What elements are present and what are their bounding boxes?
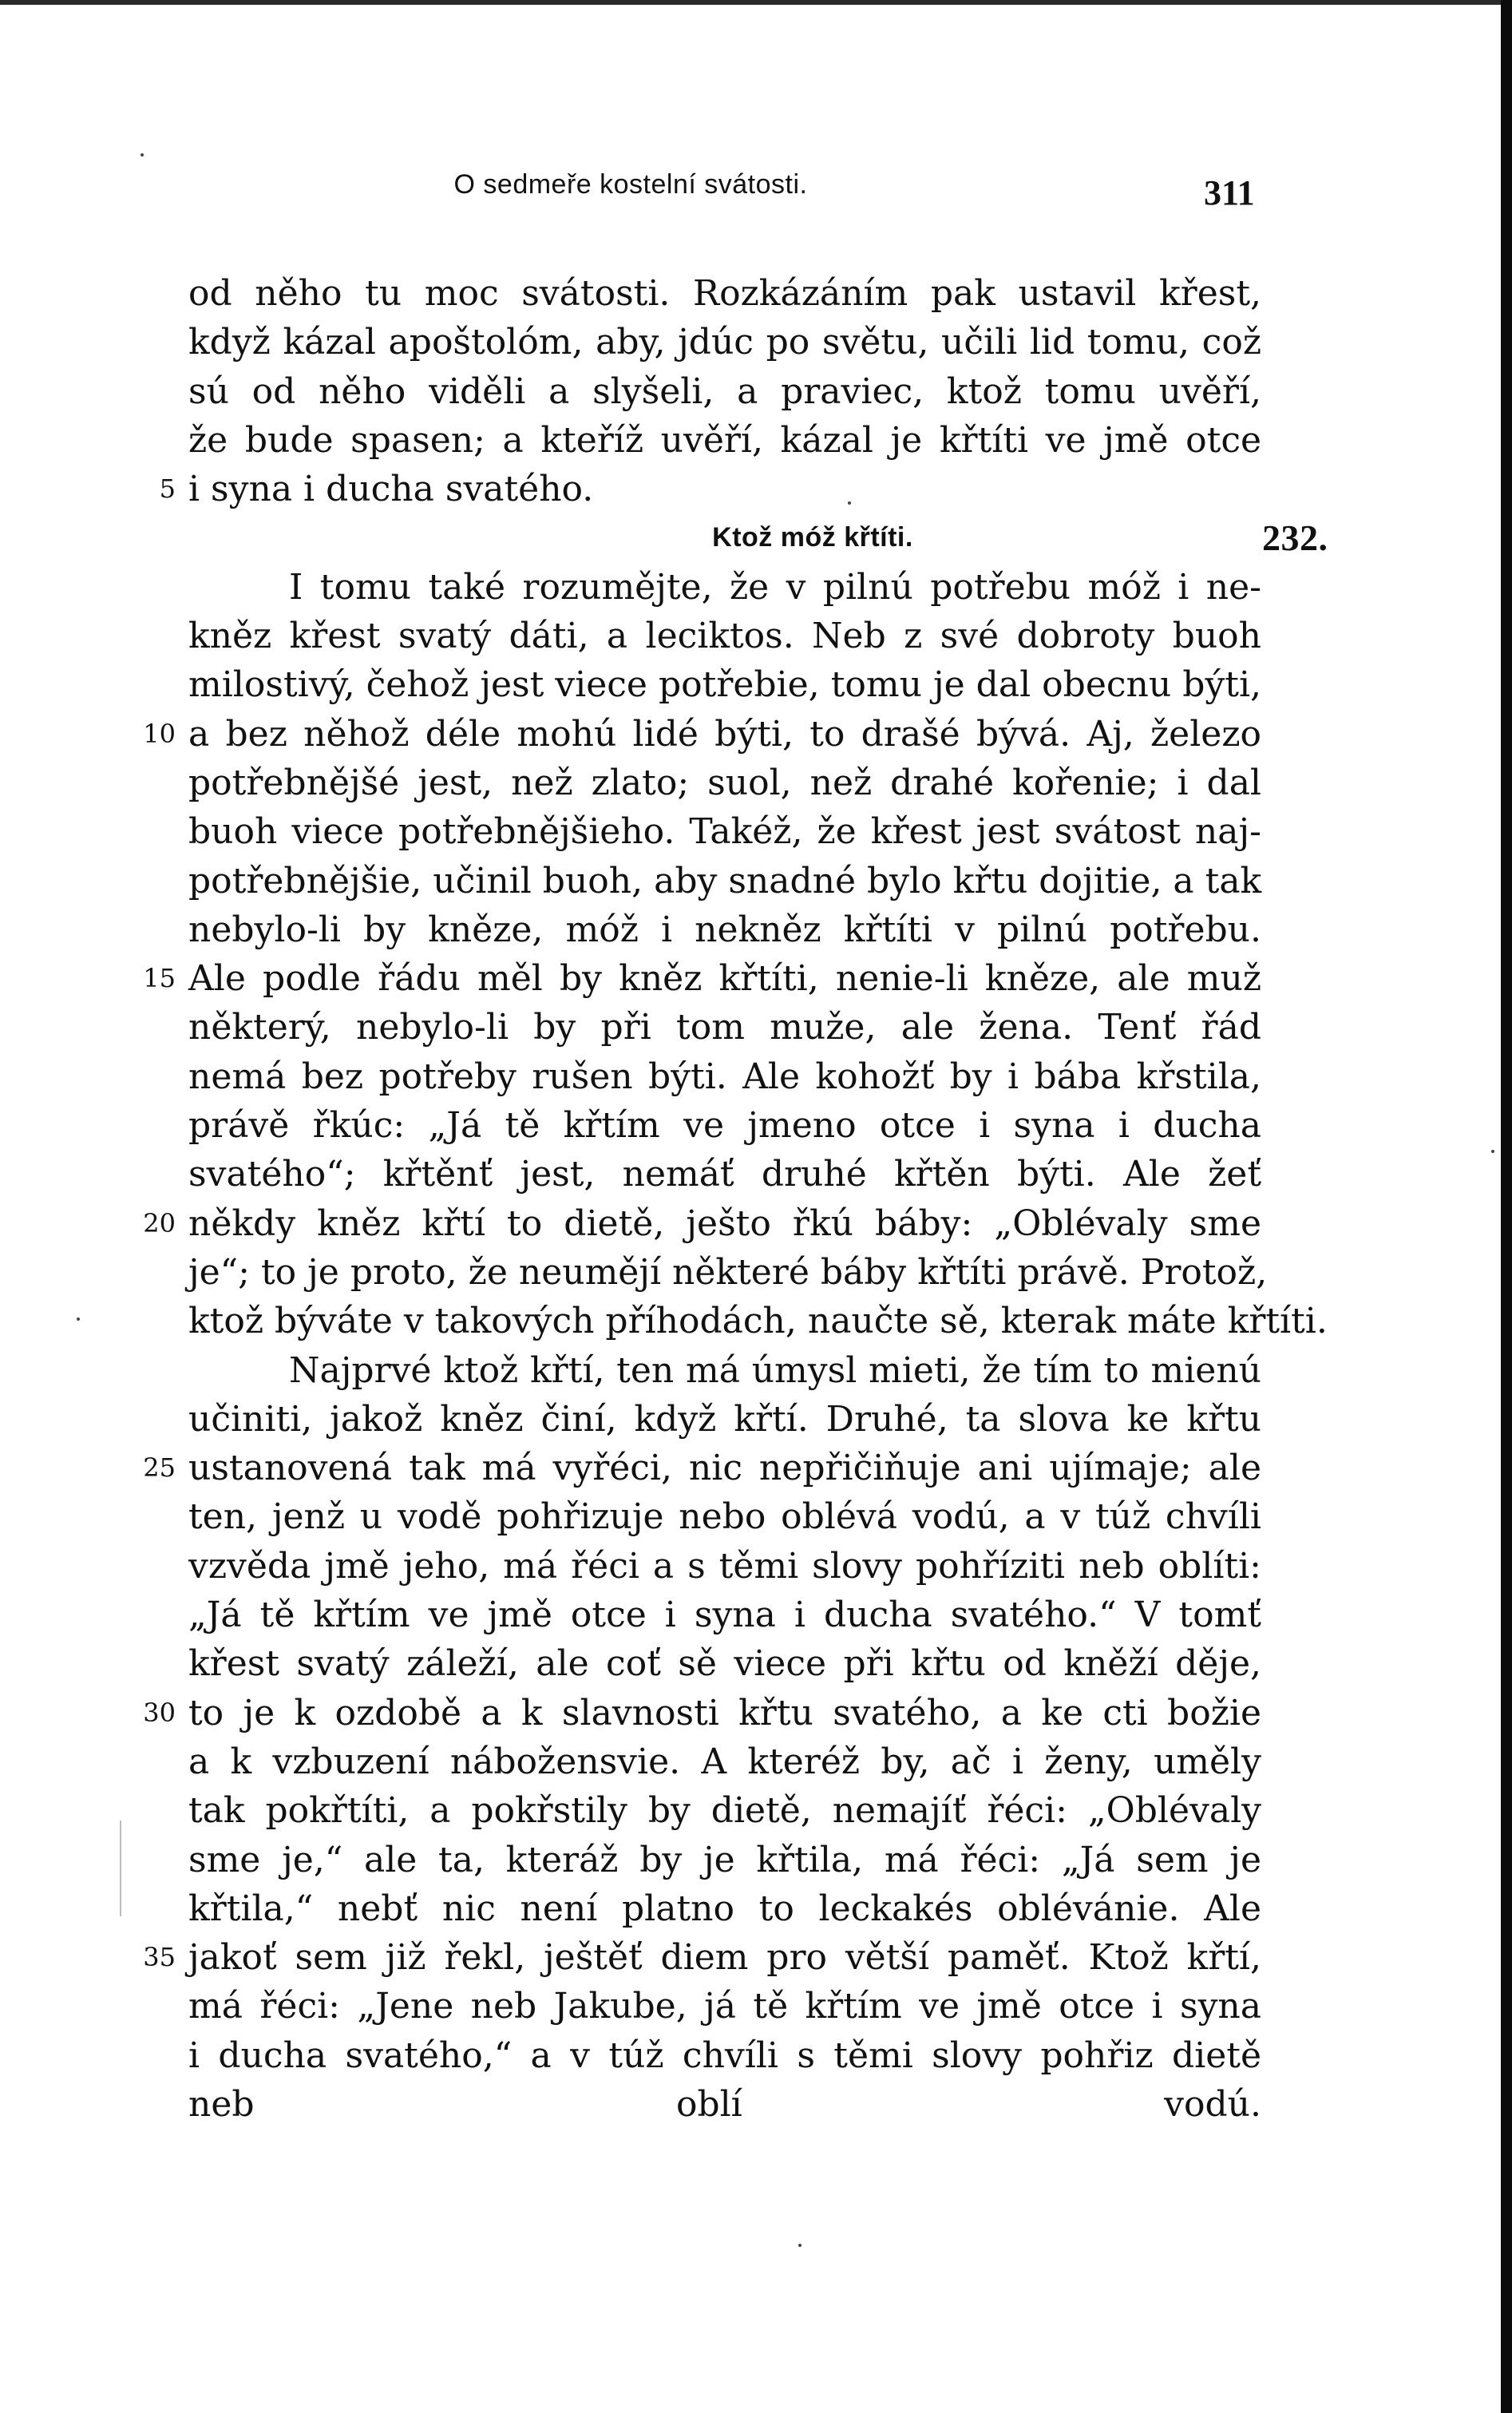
- line-text: Najprvé ktož křtí, ten má úmysl mieti, že tím to mienú: [289, 1349, 1261, 1391]
- line-text: křest svatý záleží, ale coť sě viece při křtu od kněží děje,: [188, 1643, 1261, 1685]
- line-text: buoh viece potřebnějšieho. Takéž, že křest jest svátost naj-: [188, 811, 1261, 853]
- line-text: svatého“; křtěnť jest, nemáť druhé křtěn býti. Ale žeť: [188, 1154, 1261, 1195]
- text-line: [188, 367, 1261, 416]
- line-text: vzvěda jmě jeho, má řéci a s těmi slovy pohříziti neb oblíti:: [188, 1545, 1261, 1587]
- text-line: [188, 1542, 1261, 1591]
- line-text: křtila,“ nebť nic není platno to leckakés oblévánie. Ale: [188, 1888, 1261, 1929]
- line-text: nemá bez potřeby rušen býti. Ale kohožť by i bába křstila,: [188, 1056, 1261, 1097]
- text-line: [188, 1982, 1261, 2031]
- text-line: [188, 2031, 1261, 2080]
- line-text: právě řkúc: „Já tě křtím ve jmeno otce i syna i ducha: [188, 1105, 1261, 1147]
- text-line: [188, 416, 1261, 465]
- text-line: [188, 1836, 1261, 1884]
- text-line: [143, 954, 1261, 1003]
- line-text: kněz křest svatý dáti, a leciktos. Neb z své dobroty buoh: [188, 616, 1261, 657]
- line-text: neb oblí vodú.: [188, 2083, 1261, 2125]
- line-text: má řéci: „Jene neb Jakube, já tě křtím ve jmě otce i syna: [188, 1986, 1261, 2027]
- line-text: že bude spasen; a kteříž uvěří, kázal je křtíti ve jmě otce: [188, 419, 1261, 461]
- scan-speck: [141, 153, 144, 157]
- section-number: 232.: [1262, 517, 1328, 559]
- line-text: tak pokřtíti, a pokřstily by dietě, nemajíť řéci: „Oblévaly: [188, 1790, 1261, 1832]
- text-line: [188, 1884, 1261, 1933]
- text-line: [188, 2080, 1261, 2129]
- text-line: [143, 1689, 1261, 1737]
- scan-speck: [77, 1317, 80, 1321]
- text-line: [188, 269, 1261, 318]
- text-line: [188, 1150, 1261, 1199]
- text-line: [188, 807, 1261, 856]
- text-line: [188, 1052, 1261, 1101]
- text-line: [188, 1786, 1261, 1835]
- text-line: [188, 857, 1261, 905]
- scan-speck: [848, 501, 851, 505]
- line-text: „Já tě křtím ve jmě otce i syna i ducha svatého.“ V tomť: [188, 1595, 1261, 1636]
- line-text: sú od něho viděli a slyšeli, a praviec, ktož tomu uvěří,: [188, 370, 1261, 412]
- text-line: [143, 1199, 1261, 1248]
- line-text: potřebnějšie, učinil buoh, aby snadné bylo křtu dojitie, a tak: [188, 860, 1262, 901]
- line-text: i syna i ducha svatého.: [188, 469, 594, 510]
- line-text: I tomu také rozumějte, že v pilnú potřebu móž i ne-: [289, 566, 1261, 608]
- line-text: a bez něhož déle mohú lidé býti, to drašé bývá. Aj, železo: [188, 713, 1261, 755]
- text-line: [188, 1492, 1261, 1541]
- line-text: učiniti, jakož kněz činí, když křtí. Druhé, ta slova ke křtu: [188, 1398, 1261, 1440]
- line-number: 35: [143, 1942, 176, 1973]
- text-line: [188, 563, 1261, 612]
- section-heading-text: Ktož móž křtíti.: [712, 522, 913, 553]
- text-line: [188, 1591, 1261, 1639]
- line-text: a k vzbuzení nábožensvie. A kteréž by, ač i ženy, uměly: [188, 1741, 1261, 1782]
- body-text: [143, 269, 1328, 2178]
- text-line: [188, 612, 1261, 660]
- line-number: 30: [143, 1697, 176, 1728]
- scan-speck: [798, 2244, 802, 2247]
- line-text: potřebnějšé jest, než zlato; suol, než drahé kořenie; i dal: [188, 762, 1261, 803]
- text-line: [188, 1346, 1261, 1395]
- line-text: ten, jenž u vodě pohřizuje nebo oblévá vodú, a v túž chvíli: [188, 1496, 1261, 1538]
- text-line: [143, 1444, 1261, 1492]
- scan-speck: [1491, 1150, 1494, 1153]
- line-text: to je k ozdobě a k slavnosti křtu svatého, a ke cti božie: [188, 1692, 1261, 1733]
- text-line: [188, 318, 1261, 367]
- text-line: [159, 465, 1261, 513]
- text-line: [188, 1297, 1328, 1345]
- line-text: ktož býváte v takových příhodách, naučte sě, kterak máte křtíti.: [188, 1301, 1328, 1342]
- scan-mark: [120, 1821, 121, 1916]
- text-line: [188, 1003, 1261, 1052]
- line-text: některý, nebylo-li by při tom muže, ale žena. Tenť řád: [188, 1007, 1261, 1048]
- section-heading: [188, 513, 1328, 562]
- line-text: je“; to je proto, že neumějí některé báby křtíti právě. Protož,: [188, 1251, 1268, 1293]
- text-line: [188, 1639, 1261, 1688]
- text-line: [188, 1248, 1268, 1297]
- line-text: když kázal apoštolóm, aby, jdúc po světu, učili lid tomu, což: [188, 322, 1261, 363]
- page-number: 311: [1204, 173, 1255, 212]
- text-line: [188, 1737, 1261, 1786]
- line-number: 15: [143, 963, 176, 994]
- line-number: 5: [159, 473, 176, 505]
- text-line: [188, 1395, 1261, 1444]
- text-line: [188, 660, 1261, 709]
- line-text: nebylo-li by kněze, móž i nekněz křtíti v pilnú potřebu.: [188, 909, 1261, 950]
- line-text: jakoť sem již řekl, ještěť diem pro větší paměť. Ktož křtí,: [188, 1937, 1261, 1979]
- line-text: sme je,“ ale ta, kteráž by je křtila, má řéci: „Já sem je: [188, 1839, 1261, 1880]
- line-text: milostivý, čehož jest viece potřebie, tomu je dal obecnu býti,: [188, 664, 1261, 706]
- line-text: někdy kněz křtí to dietě, ješto řkú báby: „Oblévaly sme: [188, 1203, 1261, 1244]
- scan-right-edge: [1501, 0, 1512, 2413]
- line-number: 20: [143, 1207, 176, 1238]
- text-line: [188, 2129, 1261, 2177]
- line-text: od něho tu moc svátosti. Rozkázáním pak ustavil křest,: [188, 273, 1261, 314]
- line-text: i ducha svatého,“ a v túž chvíli s těmi slovy pohřiz dietě: [188, 2035, 1261, 2076]
- line-number: 10: [143, 718, 176, 749]
- text-line: [143, 710, 1261, 759]
- line-text: Ale podle řádu měl by kněz křtíti, nenie-li kněze, ale muž: [188, 958, 1261, 1000]
- text-line: [143, 1933, 1261, 1982]
- text-line: [188, 1101, 1261, 1150]
- text-line: [188, 905, 1261, 954]
- line-text: ustanovená tak má vyřéci, nic nepřičiňuje ani ujímaje; ale: [188, 1448, 1261, 1489]
- line-number: 25: [143, 1452, 176, 1484]
- text-line: [188, 759, 1261, 807]
- running-head: O sedmeře kostelní svátosti.: [453, 169, 808, 200]
